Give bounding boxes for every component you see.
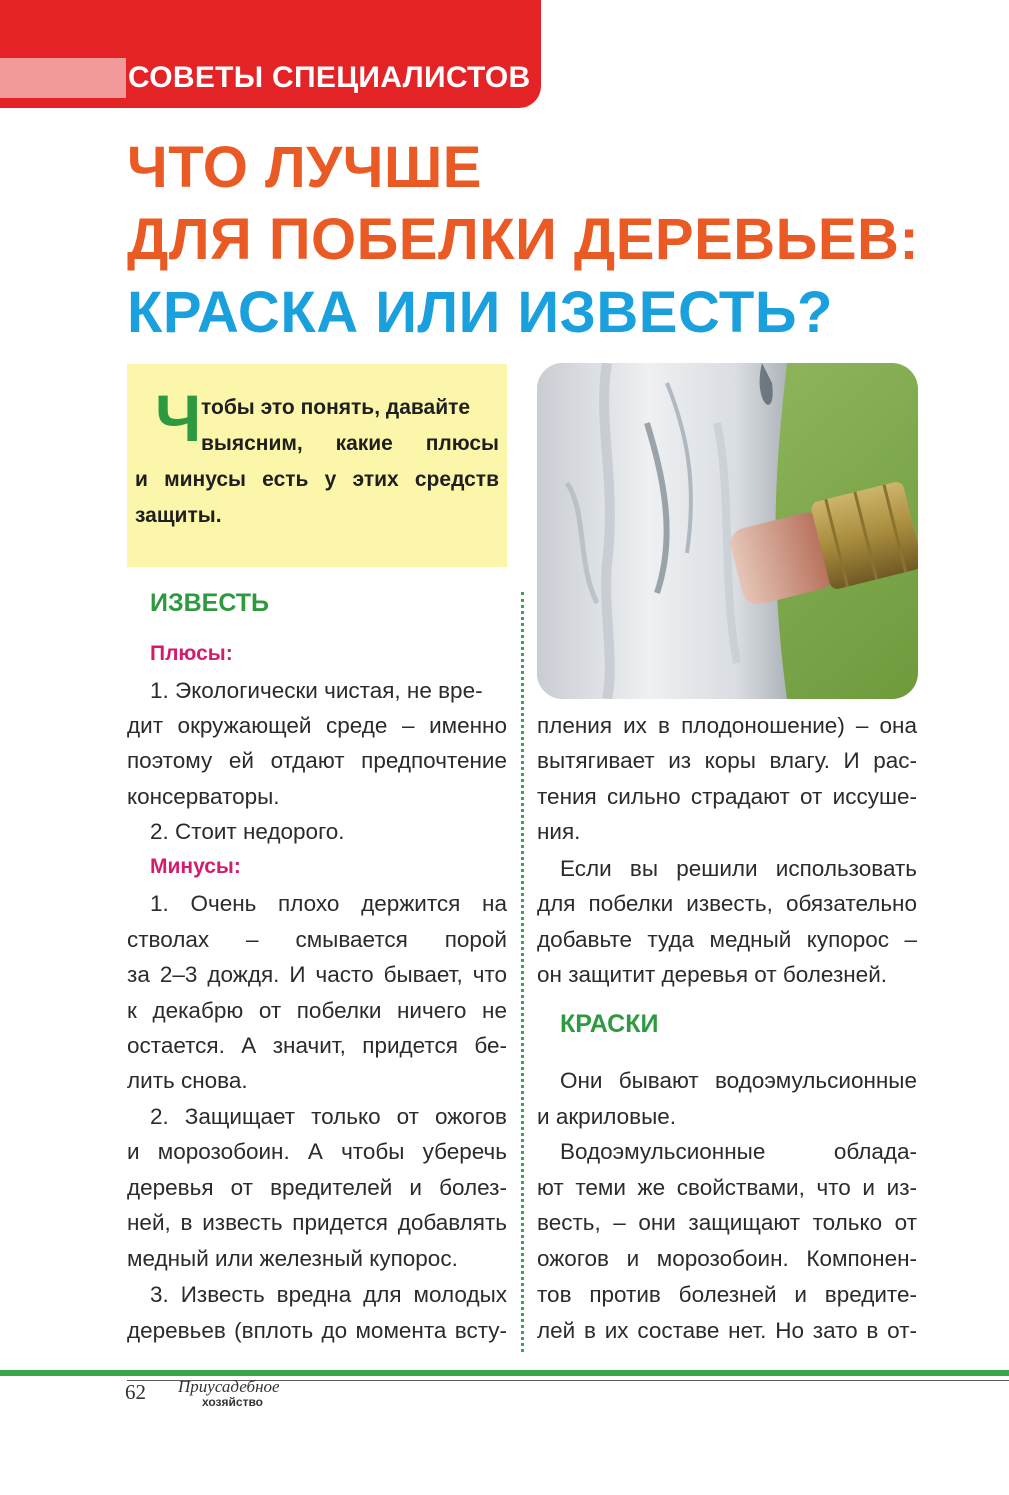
text-line: к декабрю от побелки ничего не [127, 998, 507, 1023]
text-line: лить снова. [127, 1068, 248, 1093]
section-header [0, 0, 541, 108]
text-line: пления их в плодоношение) – она [537, 713, 917, 738]
text-line: за 2–3 дождя. И часто бывает, что [127, 962, 507, 987]
text-line: вытягивает из коры влагу. И рас- [537, 748, 917, 773]
intro-line: защиты. [135, 504, 222, 527]
column-divider [521, 592, 524, 1352]
text-line: ния. [537, 819, 581, 844]
text-line: и акриловые. [537, 1104, 677, 1129]
magazine-logo [156, 1376, 280, 1412]
text-line: медный или железный купорос. [127, 1246, 458, 1271]
footer-green-rule [0, 1370, 1009, 1376]
text-line: ожогов и морозобоин. Компонен- [537, 1246, 917, 1271]
text-line: лей в их составе нет. Но зато в от- [537, 1318, 917, 1343]
text-line: Водоэмульсионные облада- [560, 1139, 917, 1164]
text-line: весть, – они защищают только от [537, 1210, 917, 1235]
text-line: 3. Известь вредна для молодых [150, 1282, 507, 1307]
text-line: деревья от вредителей и болез- [127, 1175, 507, 1200]
text-line: консерваторы. [127, 784, 280, 809]
text-line: дит окружающей среде – именно [127, 713, 507, 738]
text-line: и морозобоин. А чтобы уберечь [127, 1139, 507, 1164]
text-line: стволах – смывается порой [127, 927, 507, 952]
text-line: 2. Защищает только от ожогов [150, 1104, 507, 1129]
text-line: ней, в известь придется добавлять [127, 1210, 507, 1235]
text-line: Если вы решили использовать [560, 856, 917, 881]
text-line: ют теми же свойствами, что и из- [537, 1175, 917, 1200]
title-line-3: КРАСКА ИЛИ ИЗВЕСТЬ? [127, 280, 833, 345]
cons-label: Минусы: [150, 855, 241, 878]
intro-dropcap: Ч [155, 381, 202, 455]
intro-line: выясним, какие плюсы [201, 432, 499, 455]
whitewash-brush-photo [537, 363, 918, 699]
text-line: поэтому ей отдают предпочтение [127, 748, 507, 773]
title-line-2: ДЛЯ ПОБЕЛКИ ДЕРЕВЬЕВ: [127, 207, 920, 272]
text-line: тения сильно страдают от иссуше- [537, 784, 917, 809]
title-line-1: ЧТО ЛУЧШЕ [127, 135, 482, 200]
text-line: деревьев (вплоть до момента всту- [127, 1318, 507, 1343]
section-accent-bar [0, 58, 126, 98]
magazine-name-line2: хозяйство [202, 1395, 263, 1409]
intro-box [127, 364, 507, 567]
text-line: 1. Экологически чистая, не вре- [150, 678, 483, 703]
intro-line: тобы это понять, давайте [201, 396, 471, 419]
pros-label: Плюсы: [150, 642, 233, 665]
text-line: для побелки известь, обязательно [537, 891, 917, 916]
page-number: 62 [125, 1380, 146, 1404]
text-line: Они бывают водоэмульсионные [560, 1068, 917, 1093]
paint-heading: КРАСКИ [560, 1010, 659, 1038]
text-line: добавьте туда медный купорос – [537, 927, 917, 952]
section-label: СОВЕТЫ СПЕЦИАЛИСТОВ [128, 61, 531, 94]
lime-heading: ИЗВЕСТЬ [150, 589, 270, 617]
text-line: остается. А значит, придется бе- [127, 1033, 507, 1058]
text-line: тов против болезней и вредите- [537, 1282, 917, 1307]
text-line: он защитит деревья от болезней. [537, 962, 888, 987]
text-line: 1. Очень плохо держится на [150, 891, 507, 916]
text-line: 2. Стоит недорого. [150, 819, 345, 844]
magazine-name-line1: Приусадебное [178, 1377, 280, 1396]
intro-line: и минусы есть у этих средств [135, 468, 499, 491]
